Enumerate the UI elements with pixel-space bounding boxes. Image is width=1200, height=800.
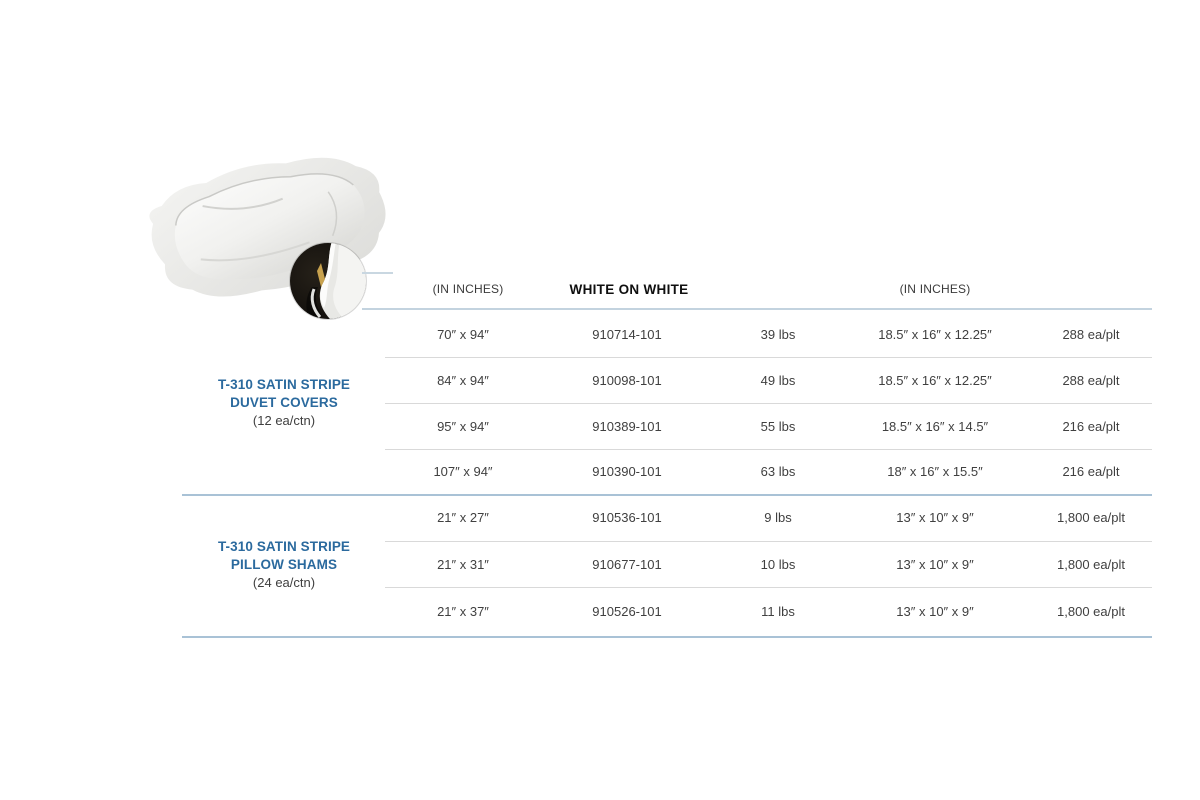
table-bottom-rule: [182, 636, 1152, 638]
cell-size: 21″ x 37″: [437, 604, 489, 619]
header-rule: [362, 308, 1152, 310]
cell-pallet-qty: 1,800 ea/plt: [1057, 604, 1125, 619]
cell-size: 95″ x 94″: [437, 418, 489, 434]
cell-product-code: 910389-101: [592, 418, 662, 434]
cell-pallet-qty: 1,800 ea/plt: [1057, 556, 1125, 572]
cell-weight: 55 lbs: [760, 418, 796, 434]
cell-weight: 9 lbs: [764, 510, 792, 525]
cell-size: 70″ x 94″: [437, 326, 489, 342]
fabric-detail-inset: [290, 243, 366, 319]
cell-weight: 10 lbs: [760, 556, 796, 572]
cell-weight: 63 lbs: [760, 464, 796, 479]
group-title-line: T-310 SATIN STRIPE: [217, 539, 351, 554]
cell-product-code: 910390-101: [592, 464, 662, 479]
group-title-line: T-310 SATIN STRIPE: [217, 376, 351, 392]
cell-product-code: 910536-101: [592, 510, 662, 525]
column-header-carton: (IN INCHES): [899, 282, 971, 296]
cell-carton-size: 18.5″ x 16″ x 14.5″: [881, 418, 989, 434]
cell-carton-size: 13″ x 10″ x 9″: [896, 510, 974, 525]
cell-carton-size: 18.5″ x 16″ x 12.25″: [878, 326, 992, 342]
cell-product-code: 910677-101: [592, 556, 662, 572]
group-label-duvet-covers: [180, 311, 388, 494]
cell-size: 21″ x 27″: [437, 510, 489, 525]
cell-pallet-qty: 216 ea/plt: [1062, 464, 1120, 479]
cell-weight: 11 lbs: [761, 604, 795, 619]
cell-weight: 39 lbs: [760, 326, 796, 342]
cell-pallet-qty: 288 ea/plt: [1062, 372, 1120, 388]
column-header-product: WHITE ON WHITE: [569, 281, 689, 297]
group-label-pillow-shams: [180, 494, 388, 636]
group-carton-pack: (12 ea/ctn): [252, 412, 316, 428]
cell-pallet-qty: 288 ea/plt: [1062, 326, 1120, 342]
fabric-detail-illustration: [290, 243, 366, 319]
column-header-size: (IN INCHES): [432, 282, 504, 296]
cell-carton-size: 13″ x 10″ x 9″: [896, 604, 974, 619]
cell-weight: 49 lbs: [760, 372, 796, 388]
cell-product-code: 910098-101: [592, 372, 662, 388]
cell-size: 21″ x 31″: [437, 556, 489, 572]
cell-carton-size: 13″ x 10″ x 9″: [896, 556, 974, 572]
callout-line: [362, 272, 393, 274]
group-title-line: DUVET COVERS: [230, 394, 338, 410]
cell-product-code: 910526-101: [592, 604, 662, 619]
group-title-line: PILLOW SHAMS: [230, 557, 338, 572]
cell-carton-size: 18.5″ x 16″ x 12.25″: [878, 372, 992, 388]
cell-carton-size: 18″ x 16″ x 15.5″: [887, 464, 983, 479]
group-carton-pack: (24 ea/ctn): [252, 575, 316, 590]
cell-pallet-qty: 1,800 ea/plt: [1057, 510, 1125, 525]
cell-size: 84″ x 94″: [437, 372, 489, 388]
cell-size: 107″ x 94″: [433, 464, 493, 479]
cell-product-code: 910714-101: [592, 326, 662, 342]
cell-pallet-qty: 216 ea/plt: [1062, 418, 1120, 434]
spec-table: [180, 311, 1152, 636]
